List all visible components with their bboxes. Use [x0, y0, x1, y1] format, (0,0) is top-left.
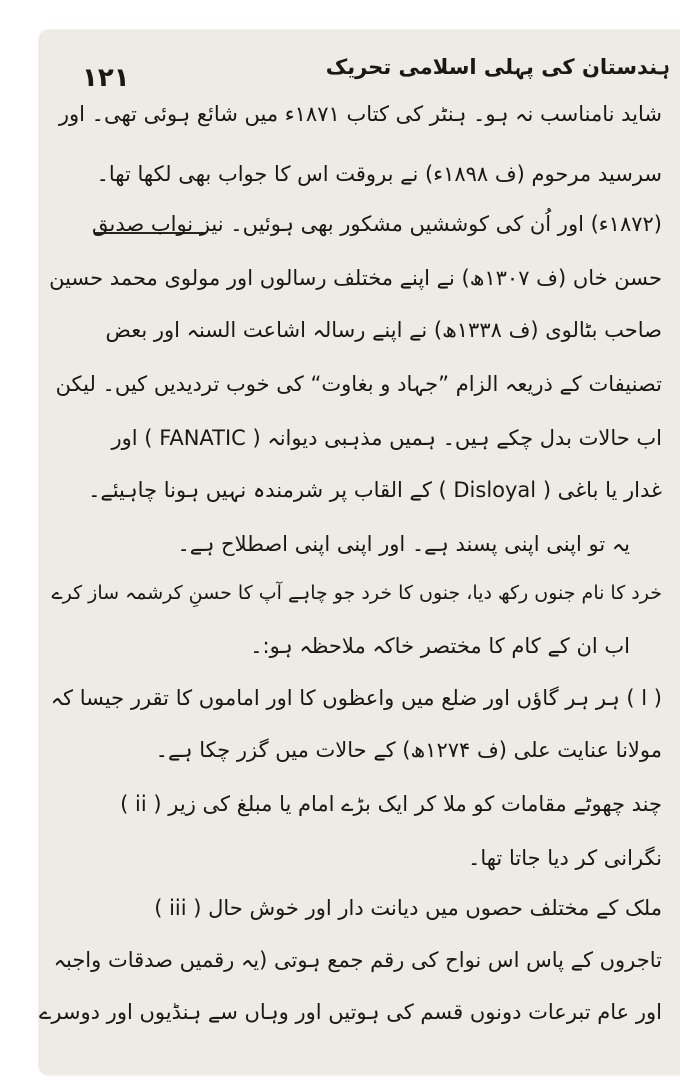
list-item-1: ( ا ) ہر ہر گاؤں اور ضلع میں واعظوں کا اور اماموں کا تقرر جیسا کہ	[50, 686, 662, 710]
poetry-line: خرد کا نام جنوں رکھ دیا، جنوں کا خرد جو چاہے آپ کا حسنِ کرشمہ ساز کرے	[51, 582, 662, 604]
text-line-9: یہ تو اپنی اپنی پسند ہے۔ اور اپنی اپنی اصطلاح ہے۔	[177, 532, 630, 556]
page-number: ۱۲۱	[82, 63, 130, 93]
text-line-2: سرسید مرحوم (ف ۱۸۹۸ء) نے بروقت اس کا جواب بھی لکھا تھا۔	[96, 162, 662, 186]
text-line-6: تصنیفات کے ذریعہ الزام ”جہاد و بغاوت“ کی خوب تردیدیں کیں۔ لیکن	[55, 372, 662, 396]
list-item-2: ( ii ) چند چھوٹے مقامات کو ملا کر ایک بڑے امام یا مبلغ کی زیر	[120, 792, 662, 816]
text-line-1: شاید نامناسب نہ ہو۔ ہنٹر کی کتاب ۱۸۷۱ء میں شائع ہوئی تھی۔ اور	[58, 102, 662, 126]
text-line-7: اب حالات بدل چکے ہیں۔ ہمیں مذہبی دیوانہ ( FANATIC ) اور	[111, 426, 662, 450]
text-line-8: غدار یا باغی ( Disloyal ) کے القاب پر شرمندہ نہیں ہونا چاہیئے۔	[88, 478, 662, 502]
text-line-11: اب ان کے کام کا مختصر خاکہ ملاحظہ ہو:۔	[250, 634, 630, 658]
list-item-3-cont: تاجروں کے پاس اس نواح کی رقم جمع ہوتی (یہ رقمیں صدقات واجبہ	[53, 948, 662, 972]
list-item-3-cont-2: اور عام تبرعات دونوں قسم کی ہوتیں اور وہاں سے ہنڈیوں اور دوسرے	[39, 1000, 662, 1024]
list-item-3: ( iii ) ملک کے مختلف حصوں میں دیانت دار اور خوش حال	[154, 896, 662, 920]
text-line-3: (۱۸۷۲ء) اور اُن کی کوششیں مشکور بھی ہوئیں۔ نیز نواب صدیق	[91, 212, 662, 236]
running-head: ہندستان کی پہلی اسلامی تحریک	[325, 55, 670, 79]
list-item-2-cont: نگرانی کر دیا جاتا تھا۔	[468, 846, 662, 870]
list-item-1-cont: مولانا عنایت علی (ف ۱۲۷۴ھ) کے حالات میں گزر چکا ہے۔	[155, 738, 662, 762]
text-line-5: صاحب بٹالوی (ف ۱۳۳۸ھ) نے اپنے رسالہ اشاعت السنہ اور بعض	[105, 318, 662, 342]
text-line-4: حسن خاں (ف ۱۳۰۷ھ) نے اپنے مختلف رسالوں اور مولوی محمد حسین	[49, 266, 662, 290]
